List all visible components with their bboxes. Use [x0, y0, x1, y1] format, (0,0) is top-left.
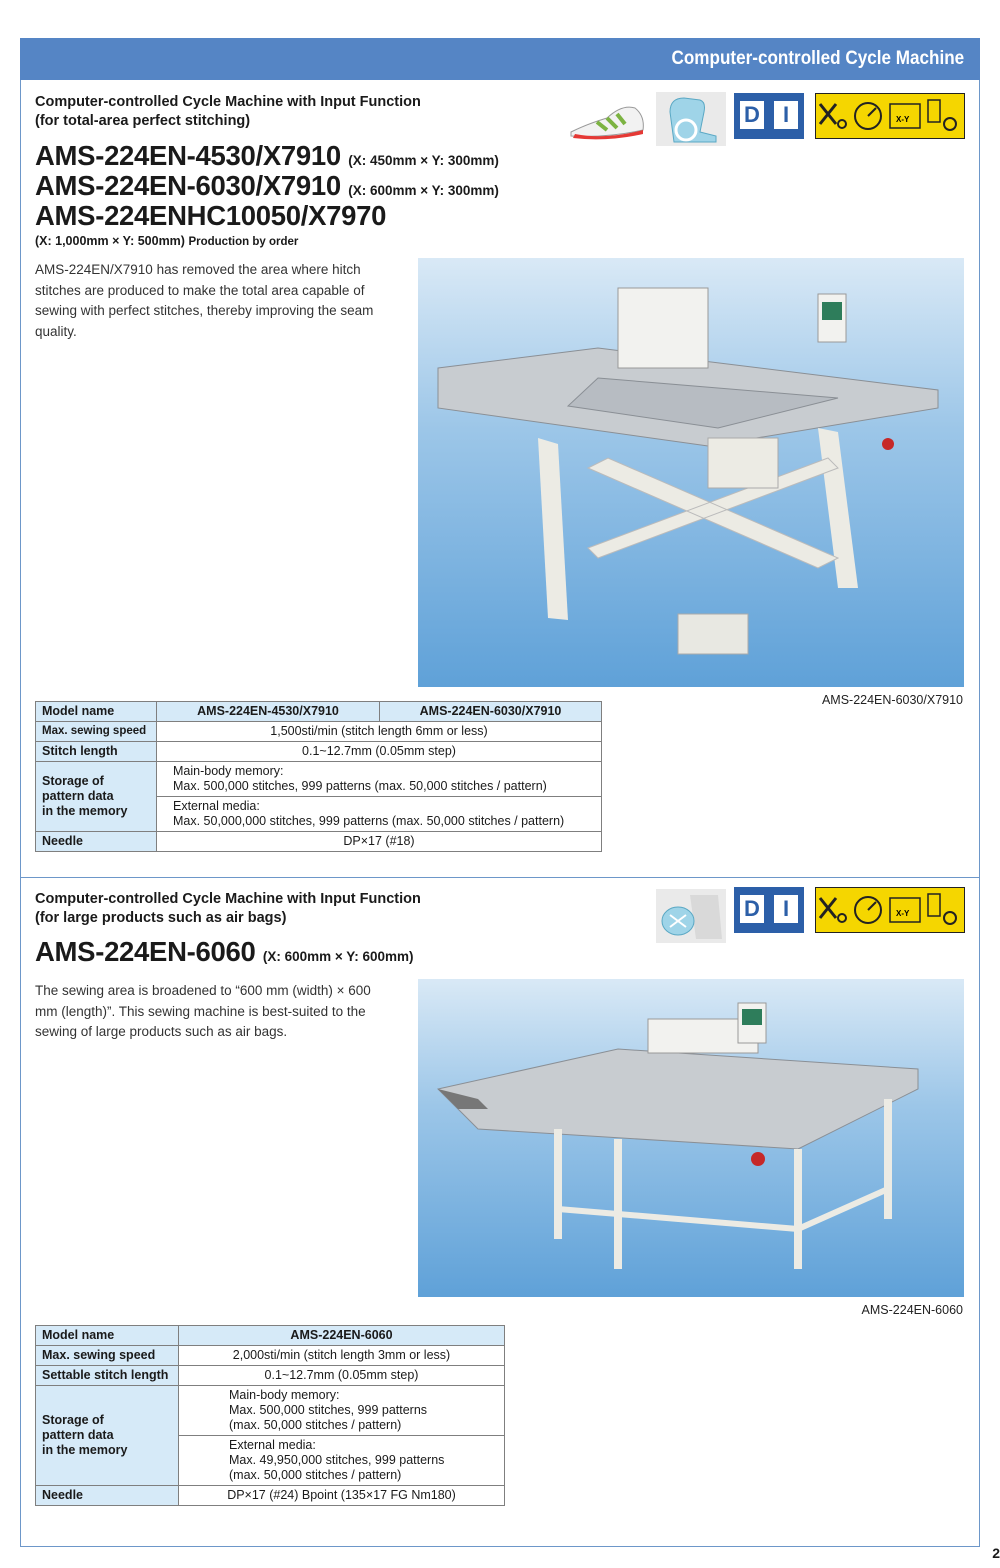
page-number: 2 — [992, 1545, 1000, 1561]
storage-label-line: Storage of — [42, 774, 104, 788]
section1-subheading — [35, 93, 555, 131]
svg-text:X-Y: X-Y — [896, 115, 910, 124]
i-letter: I — [774, 895, 798, 923]
shoe-icon — [567, 96, 647, 144]
svg-text:X-Y: X-Y — [896, 909, 910, 918]
model-title-6060 — [35, 936, 414, 968]
spec-table-section2 — [35, 1325, 505, 1506]
section1-subheading-line2: (for total-area perfect stitching) — [35, 113, 251, 129]
d-letter: D — [740, 895, 764, 923]
section-divider — [20, 877, 980, 878]
section2-subheading-line2: (for large products such as air bags) — [35, 910, 287, 926]
storage-line: External media: — [173, 799, 260, 813]
table-row — [36, 1326, 505, 1346]
section1-description: AMS-224EN/X7910 has removed the area where hitch stitches are produced to make the total area capable of sewing with perfect stitches, thereby improving the seam quality. — [35, 262, 374, 339]
model-a: AMS-224EN-6060 — [179, 1326, 505, 1346]
section-header-bar — [20, 38, 980, 80]
model-name: AMS-224EN-4530/X7910 — [35, 140, 341, 171]
model-name: AMS-224ENHC10050/X7970 — [35, 200, 387, 231]
model-a: AMS-224EN-4530/X7910 — [157, 702, 380, 722]
section1-subheading-line1: Computer-controlled Cycle Machine with Input Function — [35, 94, 421, 110]
storage-label — [36, 1386, 179, 1486]
storage-line: Main-body memory: — [229, 1388, 340, 1402]
model-title-4530 — [35, 140, 499, 172]
storage-line: Max. 50,000,000 stitches, 999 patterns (max. 50,000 stitches / pattern) — [173, 814, 565, 828]
note-order: Production by order — [188, 236, 299, 248]
speed-label: Max. sewing speed — [36, 1346, 179, 1366]
spec-table-section1 — [35, 701, 602, 852]
stitch-label: Settable stitch length — [36, 1366, 179, 1386]
table-row — [36, 742, 602, 762]
stitch-value: 0.1~12.7mm (0.05mm step) — [157, 742, 602, 762]
model-title-6030 — [35, 170, 499, 202]
speed-dial-icon — [855, 103, 881, 129]
storage-label-line: in the memory — [42, 804, 128, 818]
storage-line: Main-body memory: — [173, 764, 284, 778]
note-dims: (X: 1,000mm × Y: 500mm) — [35, 234, 185, 248]
stitch-label: Stitch length — [36, 742, 157, 762]
storage-line: (max. 50,000 stitches / pattern) — [229, 1418, 402, 1432]
storage-line: (max. 50,000 stitches / pattern) — [229, 1468, 402, 1482]
model-name-label: Model name — [36, 1326, 179, 1346]
table-row — [36, 762, 602, 797]
storage-label-line: in the memory — [42, 1443, 128, 1457]
storage-main-memory — [179, 1386, 505, 1436]
d-letter: D — [740, 101, 764, 129]
production-note — [35, 234, 298, 248]
table-row — [36, 1346, 505, 1366]
model-dims: (X: 450mm × Y: 300mm) — [348, 153, 499, 168]
speed-value: 1,500sti/min (stitch length 6mm or less) — [157, 722, 602, 742]
needle-label: Needle — [36, 832, 157, 852]
storage-label-line: pattern data — [42, 1428, 114, 1442]
model-name: AMS-224EN-6030/X7910 — [35, 170, 341, 201]
storage-label-line: pattern data — [42, 789, 114, 803]
i-letter: I — [774, 101, 798, 129]
speed-dial-icon — [855, 897, 881, 923]
stitch-value: 0.1~12.7mm (0.05mm step) — [179, 1366, 505, 1386]
needle-value: DP×17 (#18) — [157, 832, 602, 852]
table-row — [36, 702, 602, 722]
table-row — [36, 722, 602, 742]
table-row — [36, 1486, 505, 1506]
speed-label: Max. sewing speed — [36, 722, 157, 742]
storage-line: External media: — [229, 1438, 316, 1452]
model-title-10050 — [35, 200, 386, 232]
machine-photo-6030 — [418, 258, 964, 687]
air-bag-icon — [656, 889, 726, 943]
function-icons-strip — [815, 887, 965, 933]
machine-photo-6060 — [418, 979, 964, 1297]
table-row — [36, 1366, 505, 1386]
table-row — [36, 1386, 505, 1436]
section2-subheading — [35, 890, 555, 928]
speed-value: 2,000sti/min (stitch length 3mm or less) — [179, 1346, 505, 1366]
di-icon — [734, 887, 804, 933]
bobbin-winder-icon — [928, 894, 956, 924]
model-name: AMS-224EN-6060 — [35, 936, 256, 967]
section2-description: The sewing area is broadened to “600 mm (width) × 600 mm (length)”. This sewing machine is best-suited to the sewing of large products such as air bags. — [35, 983, 371, 1039]
storage-label — [36, 762, 157, 832]
xy-feed-icon — [890, 898, 920, 922]
section2-subheading-line1: Computer-controlled Cycle Machine with Input Function — [35, 891, 421, 907]
storage-external-media — [179, 1436, 505, 1486]
bobbin-winder-icon — [928, 100, 956, 130]
storage-line: Max. 49,950,000 stitches, 999 patterns — [229, 1453, 445, 1467]
model-dims: (X: 600mm × Y: 600mm) — [262, 949, 414, 964]
table-row — [36, 832, 602, 852]
storage-line: Max. 500,000 stitches, 999 patterns — [229, 1403, 428, 1417]
photo-caption-6030: AMS-224EN-6030/X7910 — [821, 693, 963, 707]
storage-line: Max. 500,000 stitches, 999 patterns (max. 50,000 stitches / pattern) — [173, 779, 547, 793]
thread-trimmer-icon — [820, 104, 846, 128]
function-icons-strip — [815, 93, 965, 139]
needle-label: Needle — [36, 1486, 179, 1506]
di-icon — [734, 93, 804, 139]
storage-label-line: Storage of — [42, 1413, 104, 1427]
storage-main-memory — [157, 762, 602, 797]
needle-value: DP×17 (#24) Bpoint (135×17 FG Nm180) — [179, 1486, 505, 1506]
model-name-label: Model name — [36, 702, 157, 722]
car-seat-icon — [656, 92, 726, 146]
section-header-title: Computer-controlled Cycle Machine — [671, 48, 964, 69]
photo-caption-6060: AMS-224EN-6060 — [861, 1303, 963, 1317]
xy-feed-icon — [890, 104, 920, 128]
model-b: AMS-224EN-6030/X7910 — [380, 702, 602, 722]
model-dims: (X: 600mm × Y: 300mm) — [348, 183, 499, 198]
thread-trimmer-icon — [820, 898, 846, 922]
storage-external-media — [157, 797, 602, 832]
